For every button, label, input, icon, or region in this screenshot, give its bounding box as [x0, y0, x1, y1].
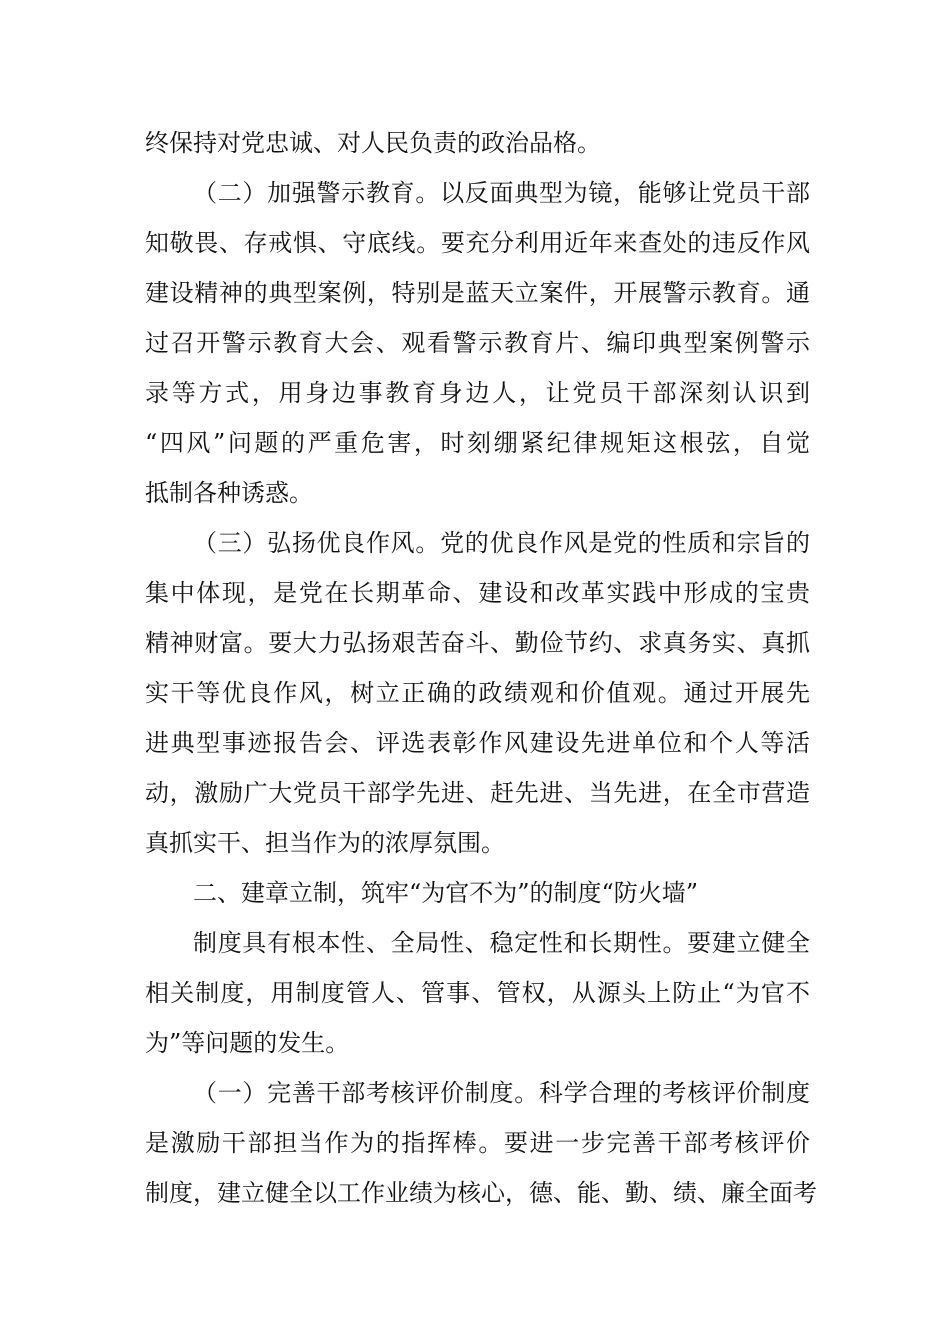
- body-text-line: 集中体现，是党在长期革命、建设和改革实践中形成的宝贵: [145, 579, 810, 607]
- body-text-line: 进典型事迹报告会、评选表彰作风建设先进单位和个人等活: [145, 729, 810, 757]
- body-text-line: 建设精神的典型案例，特别是蓝天立案件，开展警示教育。通: [145, 279, 810, 307]
- body-text-line: 真抓实干、担当作为的浓厚氛围。: [145, 829, 505, 857]
- body-text-line: 动，激励广大党员干部学先进、赶先进、当先进，在全市营造: [145, 779, 810, 807]
- body-text-line: 实干等优良作风，树立正确的政绩观和价值观。通过开展先: [145, 679, 810, 707]
- body-text-line: （三）弘扬优良作风。党的优良作风是党的性质和宗旨的: [193, 529, 810, 557]
- body-text-line: 为”等问题的发生。: [145, 1029, 350, 1057]
- body-text-line: （一）完善干部考核评价制度。科学合理的考核评价制度: [193, 1079, 810, 1107]
- body-text-line: 录等方式，用身边事教育身边人，让党员干部深刻认识到: [145, 379, 810, 407]
- body-text-line: 终保持对党忠诚、对人民负责的政治品格。: [145, 129, 601, 157]
- body-text-line: 知敬畏、存戒惧、守底线。要充分利用近年来查处的违反作风: [145, 229, 810, 257]
- body-text-line: “四风”问题的严重危害，时刻绷紧纪律规矩这根弦，自觉: [145, 429, 810, 457]
- body-text-line: 过召开警示教育大会、观看警示教育片、编印典型案例警示: [145, 329, 810, 357]
- section-heading: 二、建章立制，筑牢“为官不为”的制度“防火墙”: [193, 879, 699, 907]
- body-text-line: 制度，建立健全以工作业绩为核心，德、能、勤、绩、廉全面考: [145, 1179, 817, 1207]
- body-text-line: 抵制各种诱惑。: [145, 479, 313, 507]
- body-text-line: 精神财富。要大力弘扬艰苦奋斗、勤俭节约、求真务实、真抓: [145, 629, 810, 657]
- body-text-line: 是激励干部担当作为的指挥棒。要进一步完善干部考核评价: [145, 1129, 810, 1157]
- body-text-line: 相关制度，用制度管人、管事、管权，从源头上防止“为官不: [145, 979, 810, 1007]
- body-text-line: （二）加强警示教育。以反面典型为镜，能够让党员干部: [193, 179, 810, 207]
- body-text-line: 制度具有根本性、全局性、稳定性和长期性。要建立健全: [193, 929, 810, 957]
